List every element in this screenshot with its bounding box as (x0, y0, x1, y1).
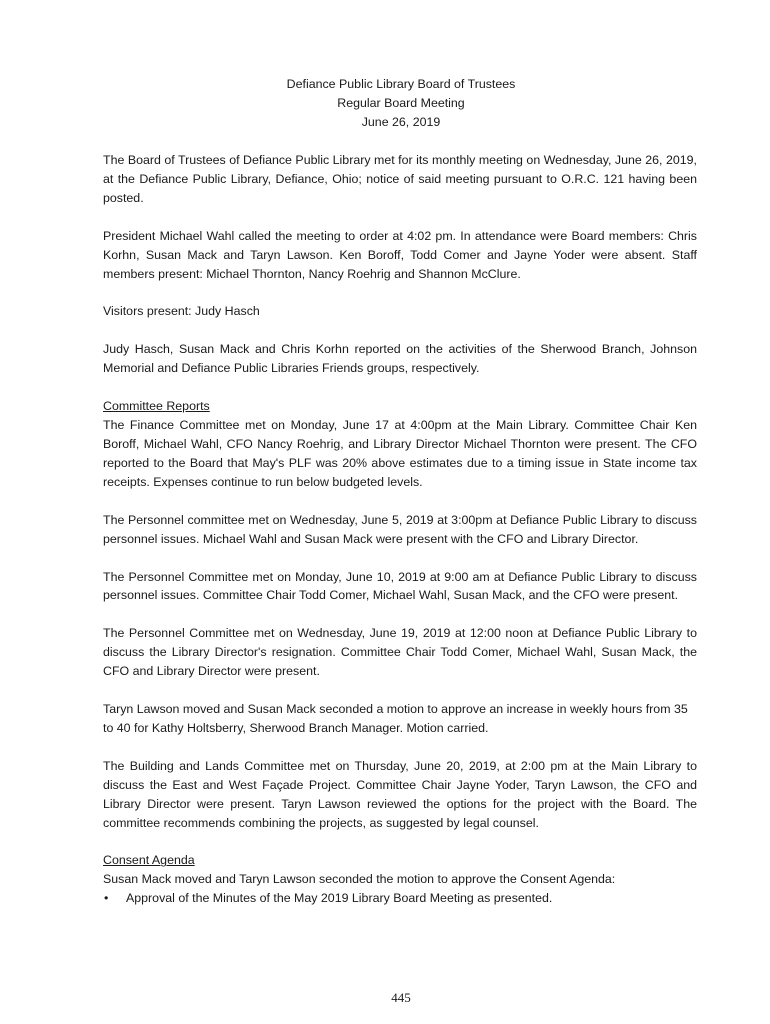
bullet-icon: • (104, 891, 109, 906)
personnel-june5-paragraph: The Personnel committee met on Wednesday, June 5, 2019 at 3:00pm at Defiance Public Library to discuss personnel issues. Michael Wahl and Susan Mack were present with the CFO and Library Director. (103, 512, 697, 546)
list-item-text: Approval of the Minutes of the May 2019 Library Board Meeting as presented. (126, 891, 553, 906)
finance-committee-paragraph: The Finance Committee met on Monday, June 17 at 4:00pm at the Main Library. Committee Chair Ken Boroff, Michael Wahl, CFO Nancy Roehrig, and Library Director Michael Thornton were present. The CFO reported to the Board that May's PLF was 20% above estimates due to a timing issue in State income tax receipts. Expenses continue to run below budgeted levels. (103, 418, 697, 489)
friends-report-paragraph: Judy Hasch, Susan Mack and Chris Korhn reported on the activities of the Sherwood Branch, Johnson Memorial and Defiance Public Libraries Friends groups, respectively. (103, 342, 697, 376)
list-item (103, 889, 697, 908)
committee-reports-heading: Committee Reports (103, 399, 210, 414)
meeting-type: Regular Board Meeting (337, 96, 465, 110)
meeting-date: June 26, 2019 (361, 115, 441, 129)
personnel-june10-paragraph: The Personnel Committee met on Monday, June 10, 2019 at 9:00 am at Defiance Public Library to discuss personnel issues. Committee Chair Todd Comer, Michael Wahl, Susan Mack, and the CFO were present. (103, 569, 697, 603)
consent-agenda-list (103, 889, 697, 908)
motion-hours-paragraph: Taryn Lawson moved and Susan Mack seconded a motion to approve an increase in weekly hours from 35 to 40 for Kathy Holtsberry, Sherwood Branch Manager. Motion carried. (103, 702, 688, 735)
page-number: 445 (391, 990, 411, 1005)
consent-agenda-heading: Consent Agenda (103, 853, 195, 868)
organization-title: Defiance Public Library Board of Trustees (286, 77, 516, 91)
document-title-block (0, 75, 770, 132)
building-lands-paragraph: The Building and Lands Committee met on Thursday, June 20, 2019, at 2:00 pm at the Main Library to discuss the East and West Façade Project. Committee Chair Jayne Yoder, Taryn Lawson, the CFO and Library Director were present. Taryn Lawson reviewed the options for the project with the Board. The committee recommends combining the projects, as suggested by legal counsel. (103, 758, 697, 830)
consent-agenda-motion: Susan Mack moved and Taryn Lawson seconded the motion to approve the Consent Agenda: (103, 872, 616, 887)
visitors-paragraph: Visitors present: Judy Hasch (103, 304, 260, 319)
personnel-june19-paragraph: The Personnel Committee met on Wednesday, June 19, 2019 at 12:00 noon at Defiance Public Library to discuss the Library Director's resignation. Committee Chair Todd Comer, Michael Wahl, Susan Mack, the CFO and Library Director were present. (103, 626, 697, 679)
call-to-order-paragraph: President Michael Wahl called the meeting to order at 4:02 pm. In attendance were Board members: Chris Korhn, Susan Mack and Taryn Lawson. Ken Boroff, Todd Comer and Jayne Yoder were absent. Staff members present: Michael Thornton, Nancy Roehrig and Shannon McClure. (103, 228, 697, 281)
minutes-body (103, 151, 697, 908)
intro-paragraph: The Board of Trustees of Defiance Public Library met for its monthly meeting on Wednesday, June 26, 2019, at the Defiance Public Library, Defiance, Ohio; notice of said meeting pursuant to O.R.C. 121 having been posted. (103, 153, 697, 205)
